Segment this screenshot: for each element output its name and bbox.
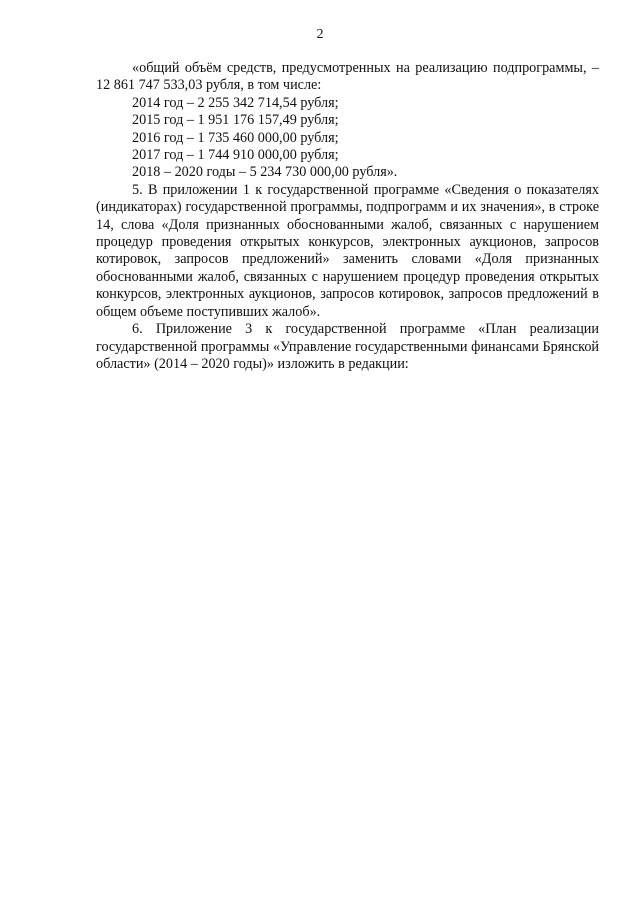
paragraph-subprogram-funding: «общий объём средств, предусмотренных на реализацию подпрограммы, – 12 861 747 533,03 рубля, в том числе: <box>96 60 599 94</box>
paragraph-item-5: 5. В приложении 1 к государственной программе «Сведения о показателях (индикаторах) государственной программы, подпрограмм и их значения», в строке 14, слова «Доля признанных обоснованными жалоб, связанных с нарушением процедур проведения открытых конкурсов, электронных аукционов, запросов котировок, запросов предложений» заменить словами «Доля признанных обоснованными жалоб, связанных с нарушением процедур проведения открытых конкурсов, электронных аукционов, запросов котировок, запросов предложений в общем объеме поступивших жалоб». <box>96 181 599 320</box>
funding-line-2018-2020: 2018 – 2020 годы – 5 234 730 000,00 рубля». <box>132 164 398 181</box>
funding-line-2014: 2014 год – 2 255 342 714,54 рубля; <box>132 94 339 111</box>
document-body <box>96 60 599 373</box>
funding-line-2015: 2015 год – 1 951 176 157,49 рубля; <box>132 112 339 129</box>
page-number: 2 <box>316 27 324 42</box>
funding-line-2017: 2017 год – 1 744 910 000,00 рубля; <box>132 147 339 164</box>
paragraph-item-6: 6. Приложение 3 к государственной программе «План реализации государственной программы «Управление государственными финансами Брянской области» (2014 – 2020 годы)» изложить в редакции: <box>96 321 599 372</box>
funding-line-2016: 2016 год – 1 735 460 000,00 рубля; <box>132 129 339 146</box>
